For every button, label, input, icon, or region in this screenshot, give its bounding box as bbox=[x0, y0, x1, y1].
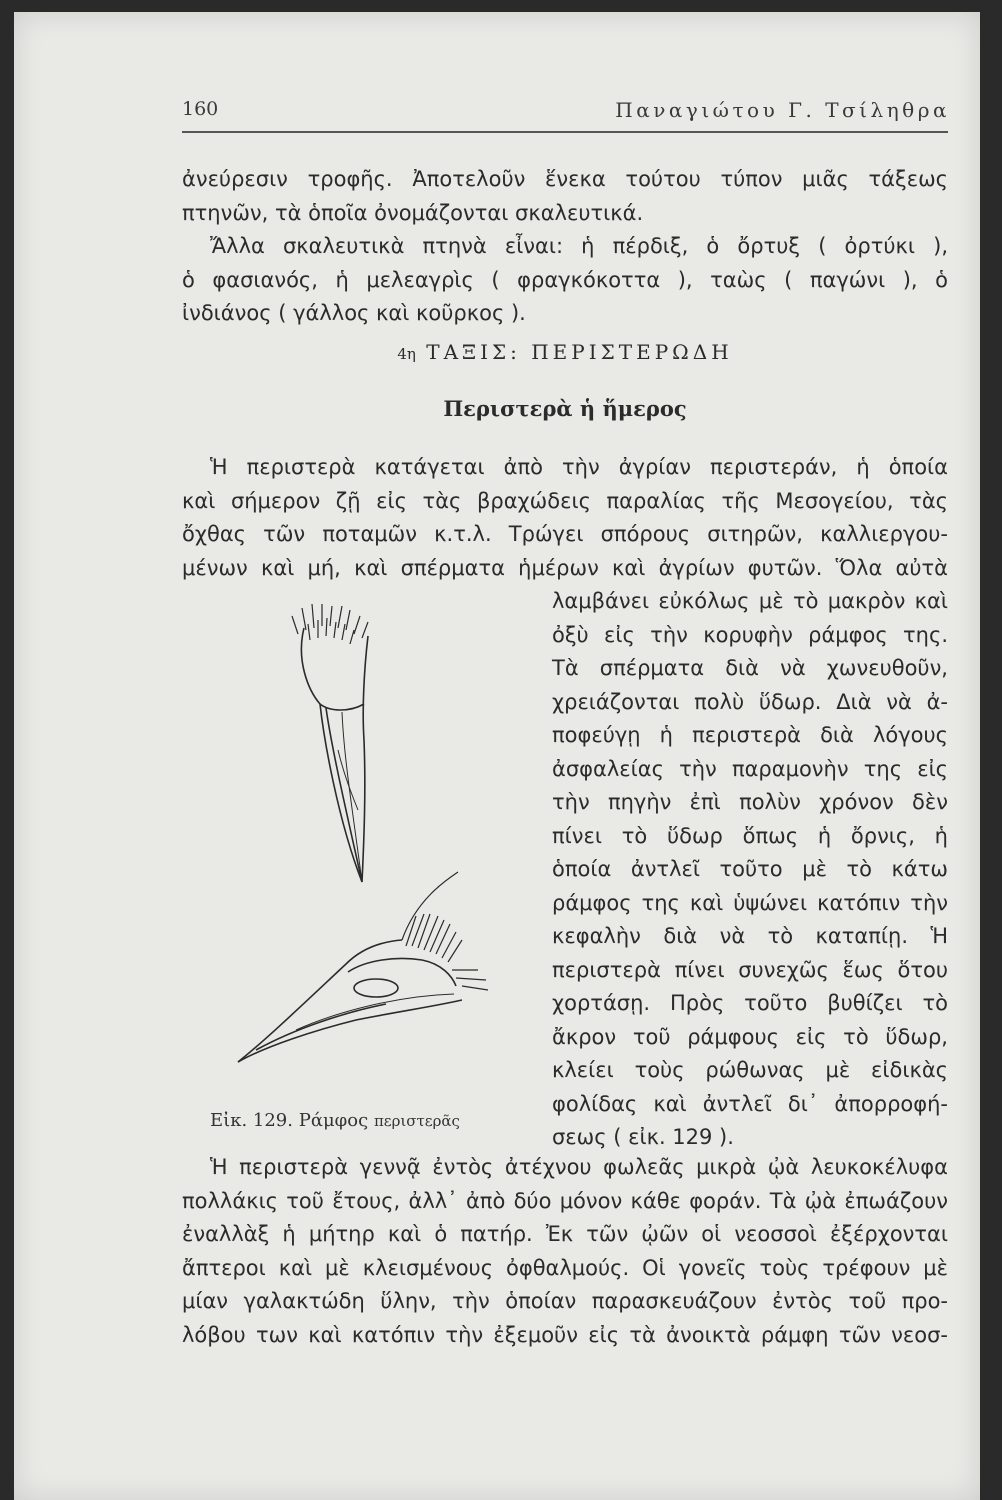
text-line: ἄκρον τοῦ ράμφους εἰς τὸ ὕδωρ, bbox=[552, 1024, 948, 1049]
text-line: ὄχθας τῶν ποταμῶν κ.τ.λ. Τρώγει σπόρους σιτηρῶν, καλλιεργου- bbox=[182, 522, 948, 546]
text-line: πολλάκις τοῦ ἔτους, ἀλλ᾽ ἀπὸ δύο μόνον κάθε φοράν. Τὰ ᾠὰ ἐπωάζουν bbox=[182, 1188, 948, 1213]
text-line: χορτάσῃ. Πρὸς τοῦτο βυθίζει τὸ bbox=[552, 991, 948, 1015]
text-line: Ἡ περιστερὰ κατάγεται ἀπὸ τὴν ἀγρίαν περιστεράν, ἡ ὁποία bbox=[210, 455, 948, 479]
beak-top-view bbox=[292, 604, 368, 882]
caption-label: Εἰκ. 129. bbox=[210, 1110, 293, 1131]
text-line: λόβου των καὶ κατόπιν τὴν ἐξεμοῦν εἰς τὰ ἀνοικτὰ ράμφη τῶν νεοσ- bbox=[182, 1322, 948, 1347]
text-line: ράμφος της καὶ ὑψώνει κατόπιν τὴν bbox=[552, 890, 948, 915]
text-line: λαμβάνει εὐκόλως μὲ τὸ μακρὸν καὶ bbox=[552, 589, 948, 613]
section-title: ΤΑΞΙΣ: ΠΕΡΙΣΤΕΡΩΔΗ bbox=[426, 340, 733, 364]
text-line: κλείει τοὺς ρώθωνας μὲ εἰδικὰς bbox=[552, 1058, 948, 1082]
text-line: σεως ( εἰκ. 129 ). bbox=[552, 1125, 734, 1149]
text-line: ἐναλλὰξ ἡ μήτηρ καὶ ὁ πατήρ. Ἐκ τῶν ᾠῶν οἱ νεοσσοὶ ἐξέρχονται bbox=[182, 1222, 948, 1246]
text-line: πτηνῶν, τὰ ὁποῖα ὀνομάζονται σκαλευτικά. bbox=[182, 200, 644, 225]
section-number: 4η bbox=[397, 345, 416, 363]
header-rule bbox=[182, 131, 948, 133]
text-line: μένων καὶ μή, καὶ σπέρματα ἡμέρων καὶ ἀγρίων φυτῶν. Ὅλα αὐτὰ bbox=[182, 555, 948, 580]
running-title: Παναγιώτου Γ. Τσίληθρα bbox=[615, 98, 950, 122]
page-number: 160 bbox=[182, 98, 219, 120]
text-line: χρειάζονται πολὺ ὕδωρ. Διὰ νὰ ἀ- bbox=[552, 689, 948, 714]
text-line: κεφαλὴν διὰ νὰ τὸ καταπίῃ. Ἡ bbox=[552, 924, 948, 948]
text-line: ὁποία ἀντλεῖ τοῦτο μὲ τὸ κάτω bbox=[552, 857, 948, 881]
text-line: καὶ σήμερον ζῇ εἰς τὰς βραχώδεις παραλίας τῆς Μεσογείου, τὰς bbox=[182, 488, 948, 513]
subsection-title: Περιστερὰ ἡ ἥμερος bbox=[443, 396, 687, 421]
intro-paragraph bbox=[182, 163, 948, 331]
section-heading bbox=[182, 340, 948, 364]
paragraph-2 bbox=[182, 1151, 948, 1352]
beak-side-view bbox=[238, 872, 488, 1062]
text-line: ἀσφαλείας τὴν παραμονὴν της εἰς bbox=[552, 756, 948, 781]
figure-caption bbox=[210, 1110, 460, 1131]
text-line: τὴν πηγὴν ἐπὶ πολὺν χρόνον δὲν bbox=[552, 790, 948, 814]
caption-small: περιστερᾶς bbox=[373, 1112, 460, 1130]
pigeon-beak-illustration bbox=[226, 600, 536, 1080]
text-line: ἰνδιάνος ( γάλλος καὶ κοῦρκος ). bbox=[182, 301, 526, 325]
text-line: μίαν γαλακτώδη ὕλην, τὴν ὁποίαν παρασκευάζουν ἐντὸς τοῦ προ- bbox=[182, 1289, 948, 1313]
text-line: Ἄλλα σκαλευτικὰ πτηνὰ εἶναι: ἡ πέρδιξ, ὁ ὄρτυξ ( ὀρτύκι ), bbox=[210, 234, 948, 258]
page-header bbox=[172, 98, 950, 132]
text-line: ὁ φασιανός, ἡ μελεαγρὶς ( φραγκόκοττα ), ταὼς ( παγώνι ), ὁ bbox=[182, 267, 948, 292]
text-line: ποφεύγῃ ἡ περιστερὰ διὰ λόγους bbox=[552, 723, 948, 747]
paragraph-1 bbox=[182, 451, 948, 585]
text-line: περιστερὰ πίνει συνεχῶς ἕως ὅτου bbox=[552, 957, 948, 982]
text-line: φολίδας καὶ ἀντλεῖ δι᾽ ἀπορροφή- bbox=[552, 1091, 948, 1116]
text-line: ἄπτεροι καὶ μὲ κλεισμένους ὀφθαλμούς. Οἱ γονεῖς τοὺς τρέφουν μὲ bbox=[182, 1255, 948, 1280]
caption-main: Ράμφος bbox=[298, 1110, 369, 1131]
text-line: Τὰ σπέρματα διὰ νὰ χωνευθοῦν, bbox=[552, 656, 948, 680]
text-line: Ἡ περιστερὰ γεννᾷ ἐντὸς ἀτέχνου φωλεᾶς μικρὰ ᾠὰ λευκοκέλυφα bbox=[210, 1155, 948, 1179]
text-line: ἀνεύρεσιν τροφῆς. Ἀποτελοῦν ἕνεκα τούτου τύπον μιᾶς τάξεως bbox=[182, 167, 948, 191]
text-line: ὀξὺ εἰς τὴν κορυφὴν ράμφος της. bbox=[552, 622, 948, 647]
text-line: πίνει τὸ ὕδωρ ὅπως ἡ ὄρνις, ἡ bbox=[552, 823, 948, 848]
wrap-text-column bbox=[552, 585, 948, 1155]
